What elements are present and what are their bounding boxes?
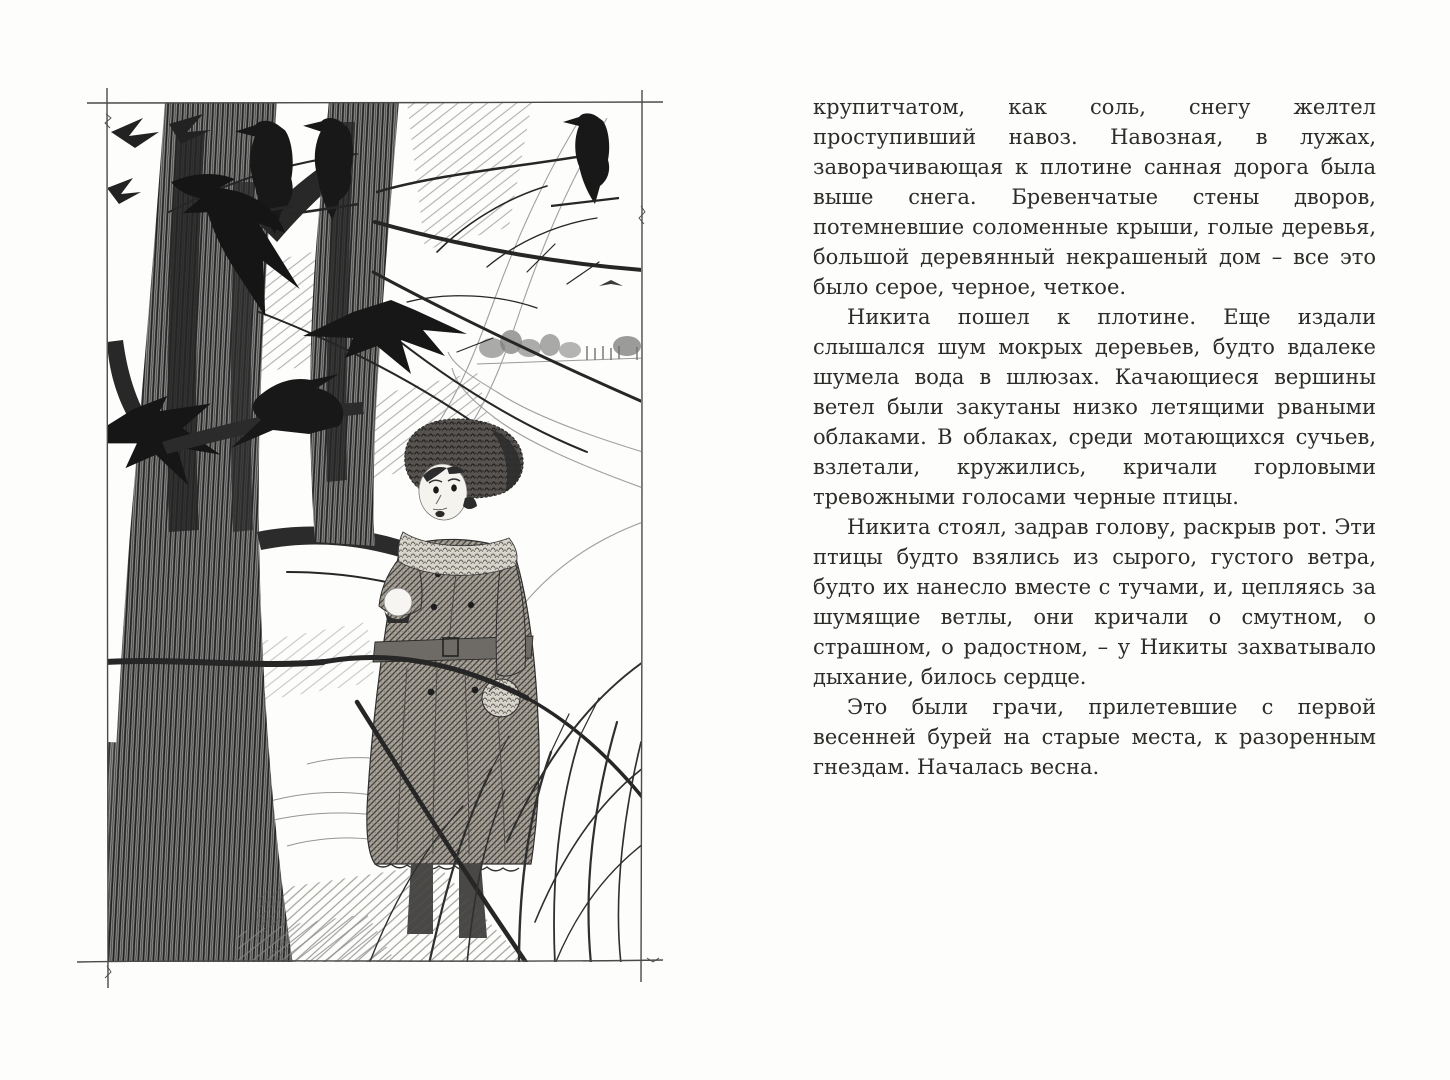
paragraph-3: Никита стоял, задрав голову, раскрыв рот. Эти птицы будто взялись из сырого, густого ветра, будто их нанесло вместе с тучами, и, цепляясь за шумящие ветлы, они кричали о смутном, о страшном, о радостном, – у Никиты захватывало дыхание, билось сердце.	[813, 515, 1376, 689]
paragraph-4: Это были грачи, прилетевшие с первой весенней бурей на старые места, к разоренным гнездам. Началась весна.	[813, 695, 1376, 779]
paragraph-1: крупитчатом, как соль, снегу желтел проступивший навоз. Навозная, в лужах, заворачивающая к плотине санная дорога была выше снега. Бревенчатые стены дворов, потемневшие соломенные крыши, голые деревья, большой деревянный некрашеный дом – все это было серое, черное, четкое.	[813, 95, 1376, 299]
snowball	[384, 588, 412, 616]
text-column	[813, 92, 1376, 782]
boy-open-mouth	[435, 511, 444, 517]
paragraph-2: Никита пошел к плотине. Еще издали слышался шум мокрых деревьев, будто вдалеке шумела вода в шлюзах. Качающиеся вершины ветел были закутаны низко летящими рваными облаками. В облаках, среди мотающихся сучьев, взлетали, кружились, кричали горловыми тревожными голосами черные птицы.	[813, 305, 1376, 509]
illustration-drawing	[62, 57, 687, 1007]
illustration	[62, 57, 687, 1007]
